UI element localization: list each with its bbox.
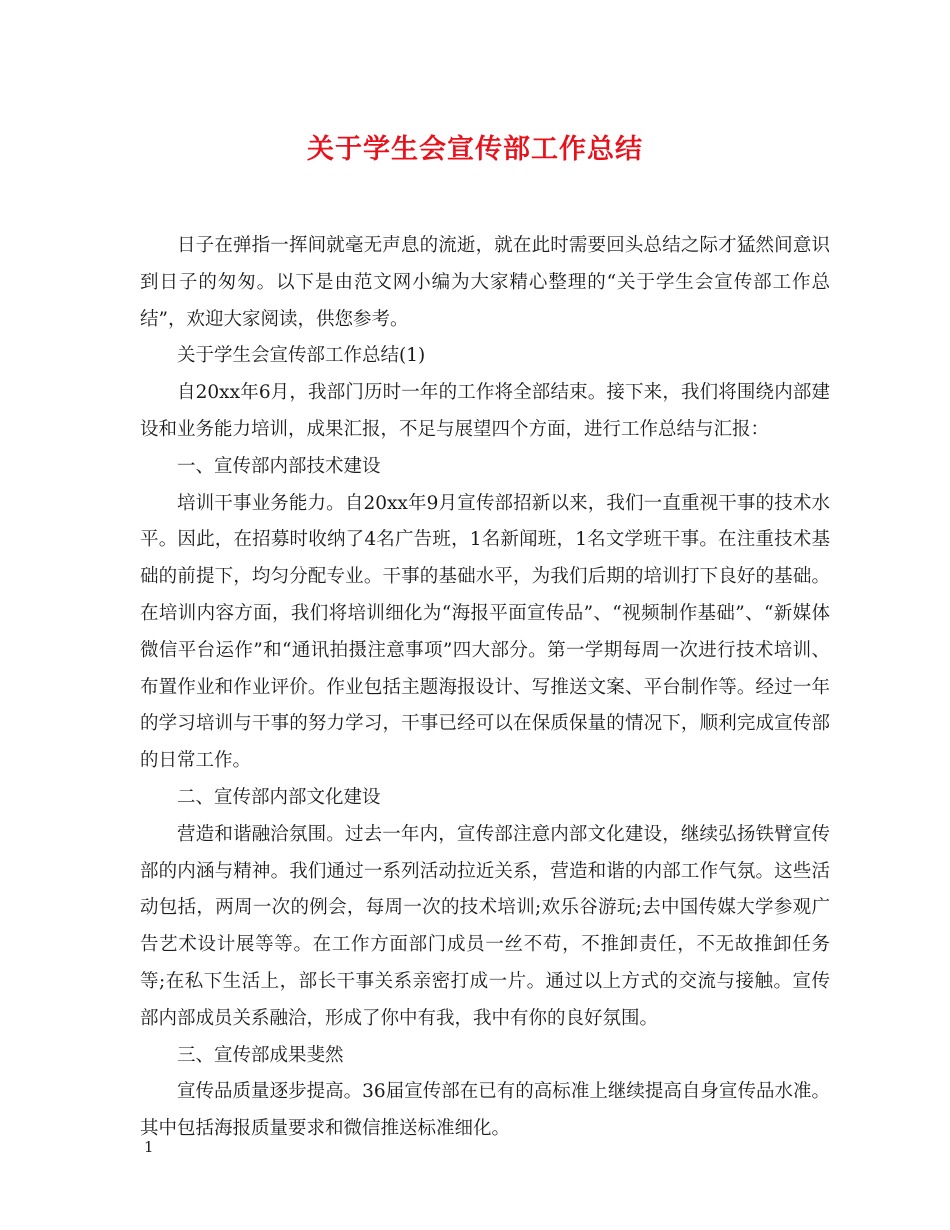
subtitle-paragraph: 关于学生会宣传部工作总结(1) bbox=[177, 345, 426, 367]
intro-paragraph: 日子在弹指一挥间就毫无声息的流逝，就在此时需要回头总结之际才猛然间意识到日子的匆匆。以下是由范文网小编为大家精心整理的“关于学生会宣传部工作总结”，欢迎大家阅读，供您参考。 bbox=[140, 235, 830, 330]
section-1-paragraph: 培训干事业务能力。自20xx年9月宣传部招新以来，我们一直重视干事的技术水平。因此，在招募时收纳了4名广告班，1名新闻班，1名文学班干事。在注重技术基础的前提下，均匀分配专业。干事的基础水平，为我们后期的培训打下良好的基础。在培训内容方面，我们将培训细化为“海报平面宣传品”、“视频制作基础”、“新媒体微信平台运作”和“通讯拍摄注意事项”四大部分。第一学期每周一次进行技术培训、布置作业和作业评价。作业包括主题海报设计、写推送文案、平台制作等。经过一年的学习培训与干事的努力学习，干事已经可以在保质保量的情况下，顺利完成宣传部的日常工作。 bbox=[140, 492, 830, 772]
document-body bbox=[140, 228, 830, 1148]
section-heading-3: 三、宣传部成果斐然 bbox=[177, 1044, 344, 1066]
overview-paragraph: 自20xx年6月，我部门历时一年的工作将全部结束。接下来，我们将围绕内部建设和业务能力培训，成果汇报，不足与展望四个方面，进行工作总结与汇报： bbox=[140, 382, 830, 440]
section-heading-2: 二、宣传部内部文化建设 bbox=[177, 786, 381, 808]
page-number: 1 bbox=[144, 1138, 154, 1156]
document-title: 关于学生会宣传部工作总结 bbox=[307, 134, 643, 165]
section-heading-1: 一、宣传部内部技术建设 bbox=[177, 455, 381, 477]
section-2-paragraph: 营造和谐融洽氛围。过去一年内，宣传部注意内部文化建设，继续弘扬铁臂宣传部的内涵与精神。我们通过一系列活动拉近关系，营造和谐的内部工作气氛。这些活动包括，两周一次的例会，每周一次的技术培训;欢乐谷游玩;去中国传媒大学参观广告艺术设计展等等。在工作方面部门成员一丝不苟，不推卸责任，不无故推卸任务等;在私下生活上，部长干事关系亲密打成一片。通过以上方式的交流与接触。宣传部内部成员关系融洽，形成了你中有我，我中有你的良好氛围。 bbox=[140, 823, 830, 1029]
section-3-paragraph: 宣传品质量逐步提高。36届宣传部在已有的高标准上继续提高自身宣传品水准。其中包括海报质量要求和微信推送标准细化。 bbox=[140, 1081, 830, 1140]
